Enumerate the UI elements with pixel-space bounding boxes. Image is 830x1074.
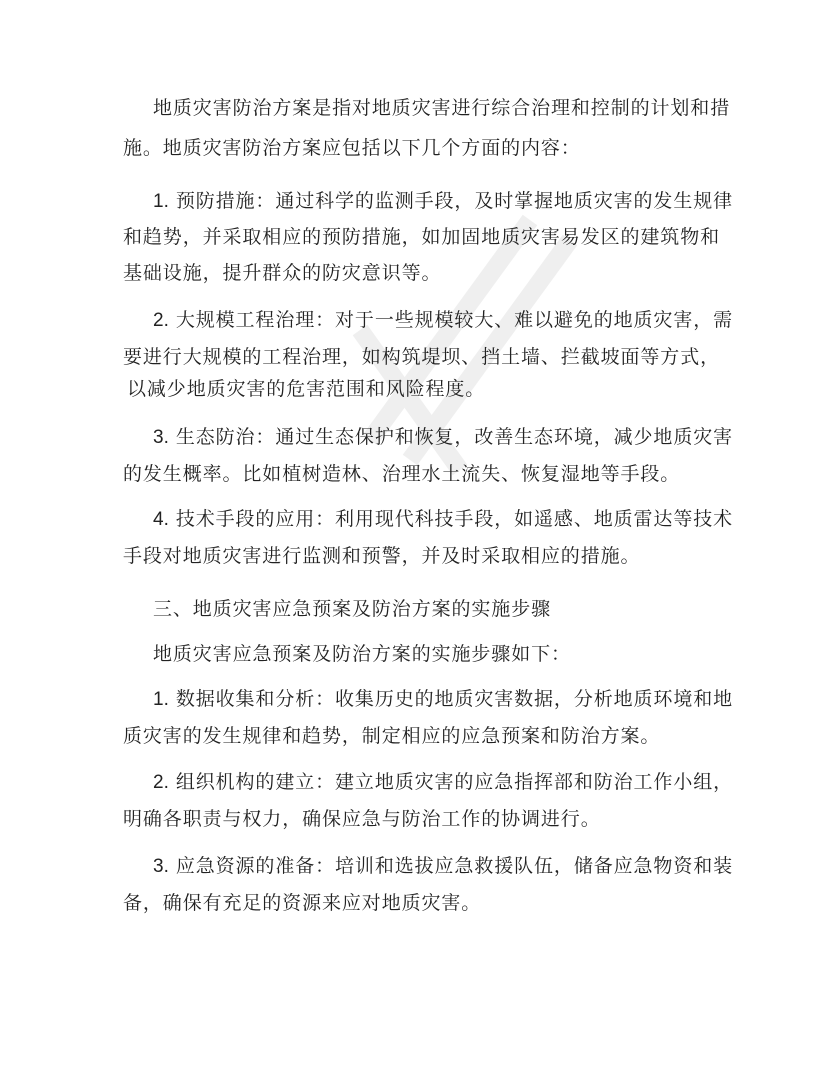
item-4-line-1 [153, 507, 743, 532]
item-1-text: 预防措施：通过科学的监测手段，及时掌握地质灾害的发生规律 [175, 190, 734, 212]
step-2-text: 组织机构的建立：建立地质灾害的应急指挥部和防治工作小组， [175, 771, 734, 793]
item-4-line-2: 手段对地质灾害进行监测和预警，并及时采取相应的措施。 [123, 545, 641, 567]
step-3-text: 应急资源的准备：培训和选拔应急救援队伍，储备应急物资和装 [175, 855, 734, 877]
item-2-line-3: 以减少地质灾害的危害范围和风险程度。 [127, 378, 486, 400]
step-2-line-2: 明确各职责与权力，确保应急与防治工作的协调进行。 [123, 808, 601, 830]
section-3-heading: 三、地质灾害应急预案及防治方案的实施步骤 [153, 598, 552, 620]
step-3-line-1 [153, 854, 743, 879]
step-1-line-2: 质灾害的发生规律和趋势，制定相应的应急预案和防治方案。 [123, 725, 661, 747]
step-1-number: 1. [153, 689, 169, 710]
item-4-text: 技术手段的应用：利用现代科技手段，如遥感、地质雷达等技术 [175, 508, 734, 530]
item-1-number: 1. [153, 191, 169, 212]
item-2-text: 大规模工程治理：对于一些规模较大、难以避免的地质灾害，需 [175, 309, 734, 331]
item-2-line-1 [153, 308, 743, 333]
item-1-line-2: 和趋势，并采取相应的预防措施，如加固地质灾害易发区的建筑物和 [123, 226, 721, 248]
step-3-number: 3. [153, 856, 169, 877]
step-1-line-1 [153, 687, 743, 712]
item-2-line-2: 要进行大规模的工程治理，如构筑堤坝、挡土墙、拦截坡面等方式， [123, 346, 721, 368]
step-3-line-2: 备，确保有充足的资源来应对地质灾害。 [123, 892, 482, 914]
step-1-text: 数据收集和分析：收集历史的地质灾害数据，分析地质环境和地 [175, 688, 734, 710]
item-1-line-3: 基础设施，提升群众的防灾意识等。 [123, 262, 442, 284]
paragraph-intro-line-2: 施。地质灾害防治方案应包括以下几个方面的内容： [123, 137, 581, 159]
item-3-line-2: 的发生概率。比如植树造林、治理水土流失、恢复湿地等手段。 [123, 463, 681, 485]
item-3-number: 3. [153, 427, 169, 448]
item-2-number: 2. [153, 310, 169, 331]
paragraph-intro-line-1: 地质灾害防治方案是指对地质灾害进行综合治理和控制的计划和措 [153, 97, 731, 119]
item-3-line-1 [153, 425, 743, 450]
step-2-line-1 [153, 770, 743, 795]
item-4-number: 4. [153, 509, 169, 530]
item-1-line-1 [153, 189, 743, 214]
item-3-text: 生态防治：通过生态保护和恢复，改善生态环境，减少地质灾害 [175, 426, 734, 448]
step-2-number: 2. [153, 772, 169, 793]
section-3-intro: 地质灾害应急预案及防治方案的实施步骤如下： [153, 643, 571, 665]
